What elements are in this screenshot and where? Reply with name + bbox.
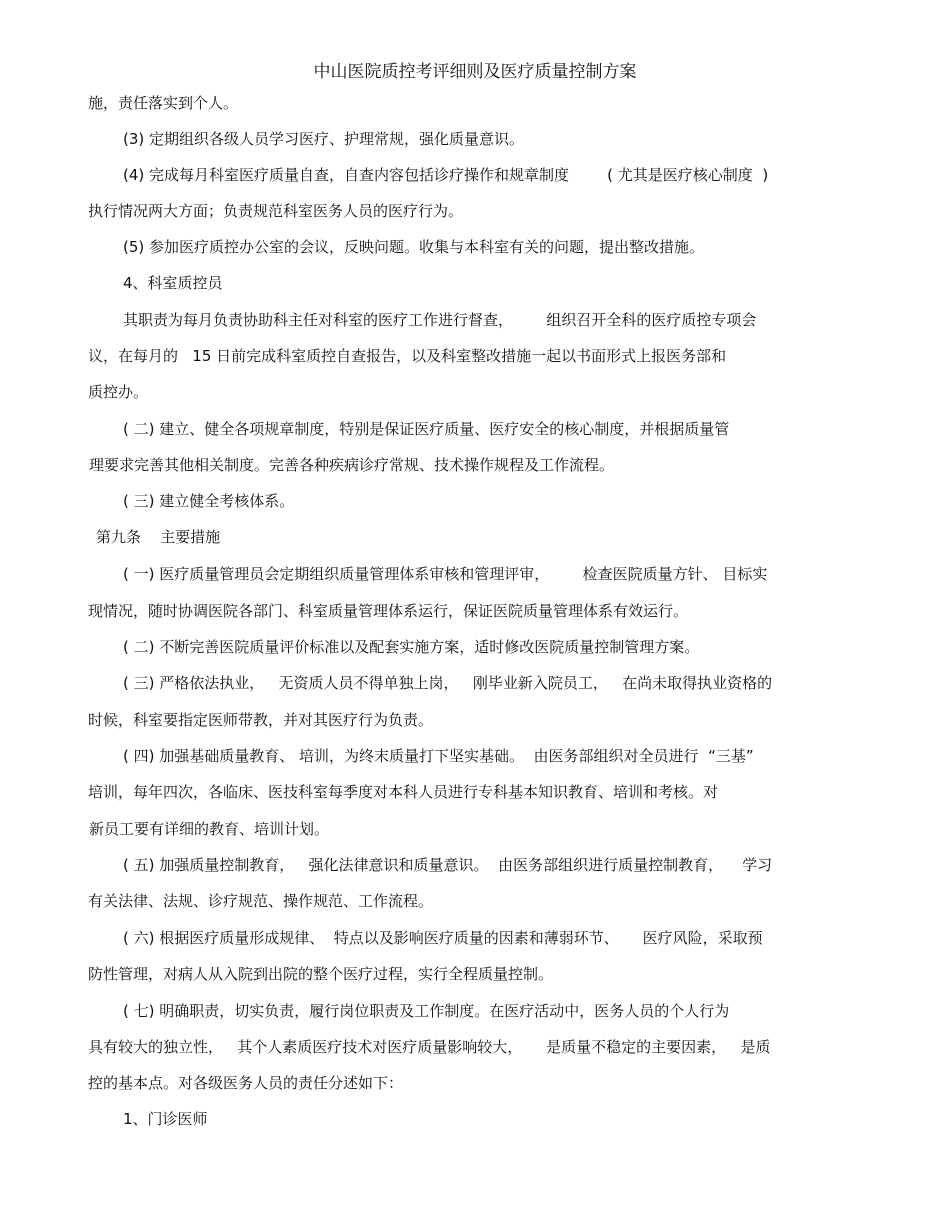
text-line: ( 一) 医疗质量管理员会定期组织质量管理体系审核和管理评审， 检查医院质量方针、 目标实 <box>123 565 768 583</box>
text-line: ( 七) 明确职责，切实负责，履行岗位职责及工作制度。在医疗活动中，医务人员的个人行为 <box>123 1002 730 1020</box>
text-line: 质控办。 <box>88 383 149 401</box>
text-line: (3) 定期组织各级人员学习医疗、护理常规，强化质量意识。 <box>123 130 525 148</box>
text-line: 施，责任落实到个人。 <box>88 94 239 112</box>
text-line: (5) 参加医疗质控办公室的会议，反映问题。收集与本科室有关的问题，提出整改措施。 <box>123 238 705 256</box>
document-title: 中山医院质控考评细则及医疗质量控制方案 <box>313 62 637 82</box>
text-line: 执行情况两大方面；负责规范科室医务人员的医疗行为。 <box>88 202 464 220</box>
text-line: 有关法律、法规、诊疗规范、操作规范、工作流程。 <box>88 892 434 910</box>
text-line: 理要求完善其他相关制度。完善各种疾病诊疗常规、技术操作规程及工作流程。 <box>89 456 615 474</box>
text-line: 控的基本点。对各级医务人员的责任分述如下： <box>88 1074 404 1092</box>
text-line: 培训，每年四次，各临床、医技科室每季度对本科人员进行专科基本知识教育、培训和考核。对 <box>88 783 719 801</box>
text-line: ( 四) 加强基础质量教育、 培训，为终末质量打下坚实基础。 由医务部组织对全员进行 “三基” <box>123 747 754 765</box>
article-heading: 第九条 主要措施 <box>96 528 221 546</box>
text-line: ( 六) 根据医疗质量形成规律、 特点以及影响医疗质量的因素和薄弱环节、 医疗风险，采取预 <box>123 929 763 947</box>
text-line: ( 二) 建立、健全各项规章制度，特别是保证医疗质量、医疗安全的核心制度，并根据质量管 <box>123 420 730 438</box>
text-line: 时候，科室要指定医师带教，并对其医疗行为负责。 <box>88 711 434 729</box>
text-line: 防性管理，对病人从入院到出院的整个医疗过程，实行全程质量控制。 <box>88 965 554 983</box>
text-line: ( 二) 不断完善医院质量评价标准以及配套实施方案，适时修改医院质量控制管理方案。 <box>123 638 700 656</box>
text-line: ( 五) 加强质量控制教育， 强化法律意识和质量意识。 由医务部组织进行质量控制教育， 学习 <box>123 856 773 874</box>
text-line: 其职责为每月负责协助科主任对科室的医疗工作进行督查， 组织召开全科的医疗质控专项会 <box>123 311 757 329</box>
text-line: ( 三) 严格依法执业， 无资质人员不得单独上岗， 刚毕业新入院员工， 在尚未取得执业资格的 <box>123 674 773 692</box>
text-line: (4) 完成每月科室医疗质量自查，自查内容包括诊疗操作和规章制度 ( 尤其是医疗核心制度 ) <box>123 166 769 184</box>
text-line: ( 三) 建立健全考核体系。 <box>123 492 295 510</box>
text-line: 新员工要有详细的教育、培训计划。 <box>89 820 330 838</box>
text-line: 现情况，随时协调医院各部门、科室质量管理体系运行，保证医院质量管理体系有效运行。 <box>88 602 689 620</box>
text-line: 议，在每月的 15 日前完成科室质控自查报告，以及科室整改措施一起以书面形式上报医务部和 <box>88 347 727 365</box>
section-heading: 4、科室质控员 <box>123 274 223 292</box>
section-heading: 1、门诊医师 <box>123 1110 208 1128</box>
text-line: 具有较大的独立性， 其个人素质医疗技术对医疗质量影响较大， 是质量不稳定的主要因素， 是质 <box>88 1038 771 1056</box>
